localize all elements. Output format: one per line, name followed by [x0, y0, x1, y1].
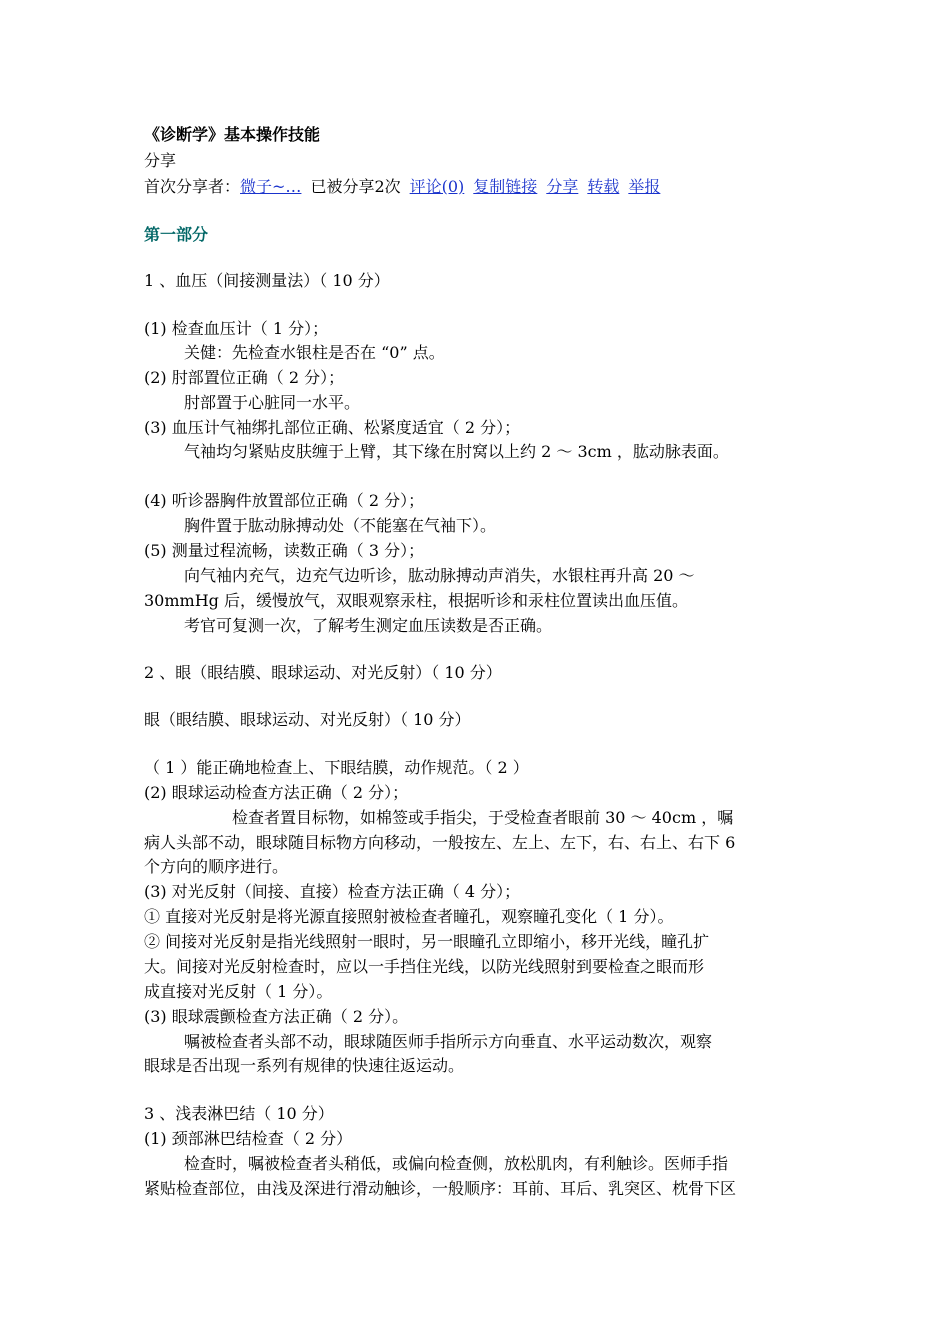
section-heading: 2 、眼（眼结膜、眼球运动、对光反射）（ 10 分）	[144, 663, 502, 682]
item-detail: ② 间接对光反射是指光线照射一眼时，另一眼瞳孔立即缩小，移开光线，瞳孔扩	[144, 932, 710, 951]
list-item: (3) 血压计气袖绑扎部位正确、松紧度适宜（ 2 分）；	[144, 418, 521, 437]
list-item: (3) 眼球震颤检查方法正确（ 2 分）。	[144, 1007, 409, 1026]
section-subheading: 眼（眼结膜、眼球运动、对光反射）（ 10 分）	[144, 710, 471, 729]
shared-count: 已被分享2次	[310, 177, 401, 196]
item-detail: 向气袖内充气，边充气边听诊，肱动脉搏动声消失，水银柱再升高 20 ～	[184, 566, 695, 585]
list-item: (2) 眼球运动检查方法正确（ 2 分）；	[144, 783, 409, 802]
item-detail: 气袖均匀紧贴皮肤缠于上臂，其下缘在肘窝以上约 2 ～ 3cm ，肱动脉表面。	[184, 442, 729, 461]
item-detail: 检查者置目标物，如棉签或手指尖，于受检查者眼前 30 ～ 40cm ，嘱	[232, 808, 734, 827]
list-item: （ 1 ）能正确地检查上、下眼结膜，动作规范。（ 2 ）	[144, 758, 529, 777]
section-heading: 3 、浅表淋巴结（ 10 分）	[144, 1104, 334, 1123]
item-detail: 大。间接对光反射检查时，应以一手挡住光线，以防光线照射到要检查之眼而形	[144, 957, 705, 976]
part-heading: 第一部分	[144, 225, 209, 244]
item-detail: 肘部置于心脏同一水平。	[184, 393, 361, 412]
list-item: (5) 测量过程流畅，读数正确（ 3 分）；	[144, 541, 425, 560]
first-sharer-label: 首次分享者：	[144, 177, 241, 196]
section-heading: 1 、血压（间接测量法）（ 10 分）	[144, 271, 390, 290]
comment-link[interactable]: 评论(0)	[409, 177, 465, 196]
item-detail: 考官可复测一次，了解考生测定血压读数是否正确。	[184, 616, 553, 635]
list-item: (1) 检查血压计（ 1 分）；	[144, 319, 329, 338]
repost-link[interactable]: 转载	[587, 177, 620, 196]
item-detail: 30mmHg 后，缓慢放气，双眼观察汞柱，根据听诊和汞柱位置读出血压值。	[144, 591, 688, 610]
item-detail: 个方向的顺序进行。	[144, 857, 289, 876]
sharer-link[interactable]: 微子~…	[240, 177, 302, 196]
item-detail: 紧贴检查部位，由浅及深进行滑动触诊，一般顺序：耳前、耳后、乳突区、枕骨下区	[144, 1179, 737, 1198]
item-detail: 胸件置于肱动脉搏动处（不能塞在气袖下）。	[184, 516, 497, 535]
list-item: (2) 肘部置位正确（ 2 分）；	[144, 368, 345, 387]
share-meta	[144, 176, 669, 198]
report-link[interactable]: 举报	[628, 177, 661, 196]
item-detail: 成直接对光反射（ 1 分）。	[144, 982, 333, 1001]
share-label: 分享	[144, 151, 177, 170]
item-detail: 病人头部不动，眼球随目标物方向移动，一般按左、左上、左下，右、右上、右下 6	[144, 833, 736, 852]
list-item: (3) 对光反射（间接、直接）检查方法正确（ 4 分）；	[144, 882, 521, 901]
item-detail: 关健：先检查水银柱是否在 “0” 点。	[184, 343, 445, 362]
share-link[interactable]: 分享	[546, 177, 579, 196]
doc-title: 《诊断学》基本操作技能	[144, 125, 321, 144]
item-detail: 检查时，嘱被检查者头稍低，或偏向检查侧，放松肌肉，有利触诊。医师手指	[184, 1154, 729, 1173]
item-detail: ① 直接对光反射是将光源直接照射被检查者瞳孔，观察瞳孔变化（ 1 分）。	[144, 907, 674, 926]
list-item: (4) 听诊器胸件放置部位正确（ 2 分）；	[144, 491, 425, 510]
item-detail: 嘱被检查者头部不动，眼球随医师手指所示方向垂直、水平运动数次，观察	[184, 1032, 713, 1051]
list-item: (1) 颈部淋巴结检查（ 2 分）	[144, 1129, 353, 1148]
copy-link[interactable]: 复制链接	[473, 177, 538, 196]
item-detail: 眼球是否出现一系列有规律的快速往返运动。	[144, 1056, 465, 1075]
